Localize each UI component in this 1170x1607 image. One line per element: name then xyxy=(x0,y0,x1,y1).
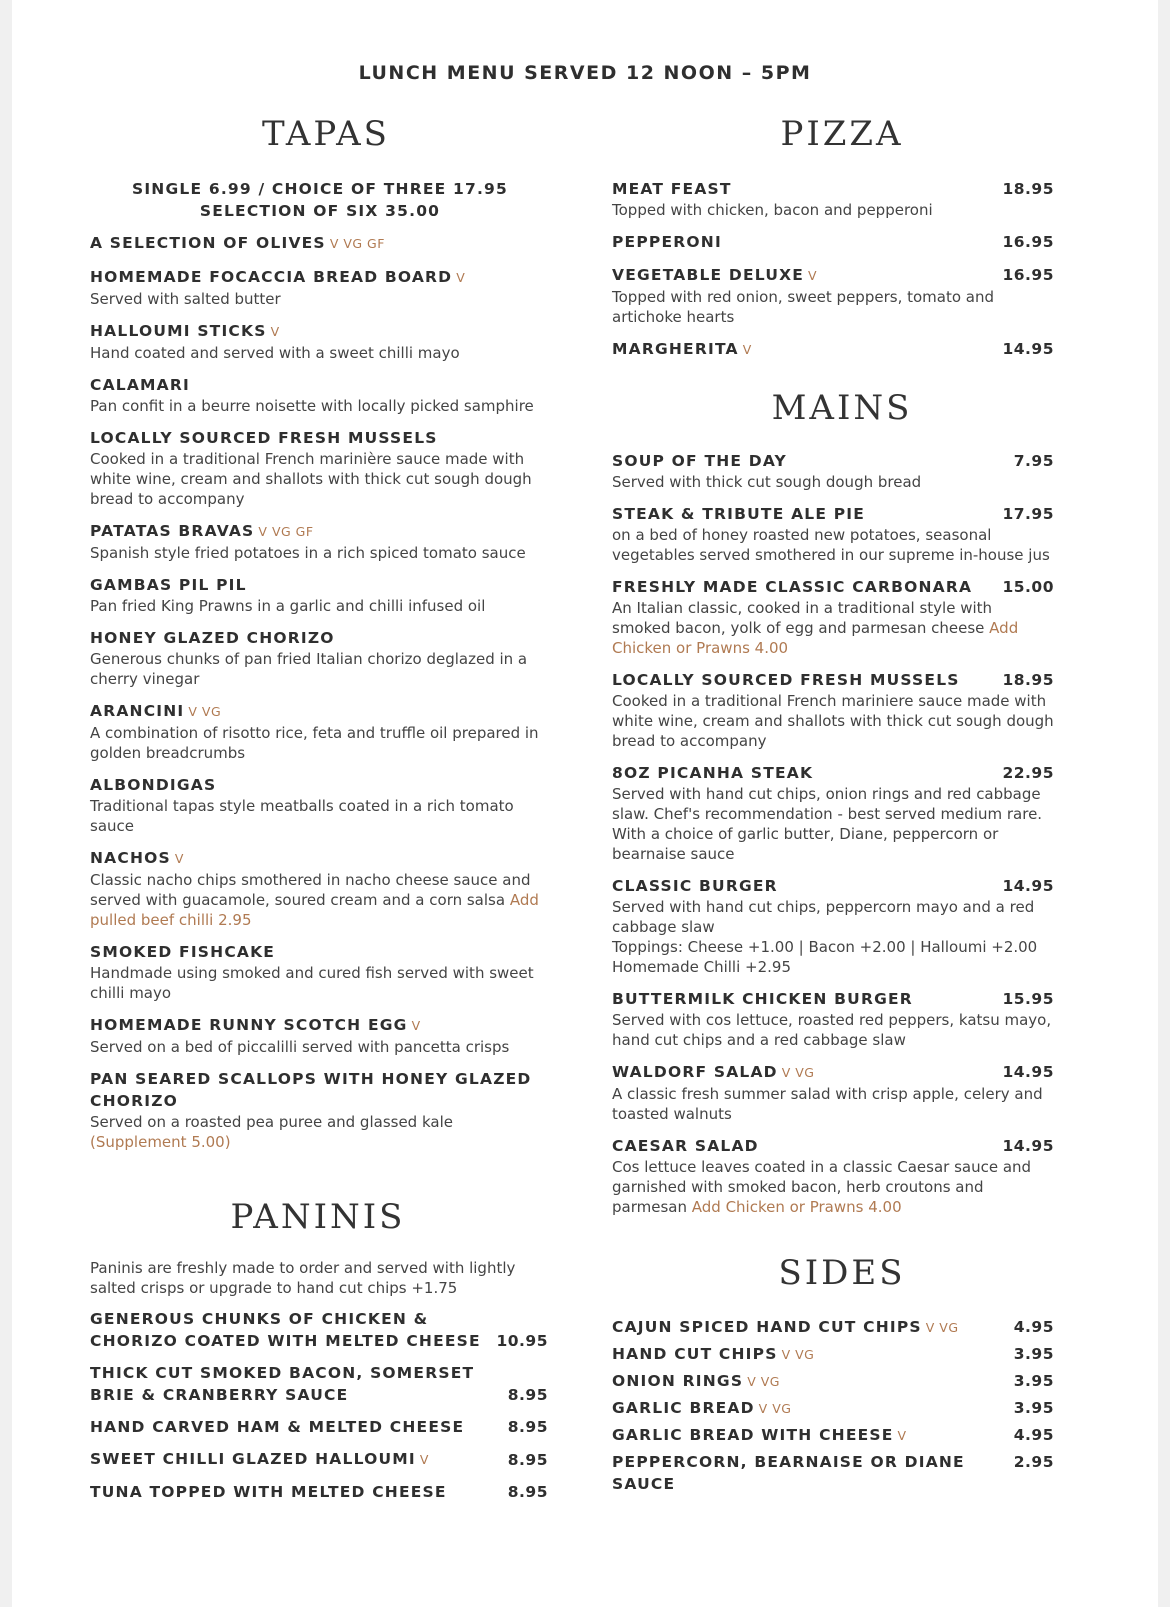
item-price: 7.95 xyxy=(1013,452,1054,470)
item-name xyxy=(612,503,1054,525)
item-description xyxy=(612,1010,1054,1050)
mains-item xyxy=(612,875,1054,977)
dietary-tags: V xyxy=(456,270,466,285)
item-name xyxy=(612,762,1054,784)
dietary-tags: V VG xyxy=(925,1320,959,1335)
item-name-text: THICK CUT SMOKED BACON, SOMERSET BRIE & CRANBERRY SAUCE xyxy=(90,1364,475,1404)
item-name-text: HAND CARVED HAM & MELTED CHEESE xyxy=(90,1418,465,1436)
item-price: 18.95 xyxy=(1002,180,1054,198)
sides-item xyxy=(612,1397,1054,1420)
item-name-text: LOCALLY SOURCED FRESH MUSSELS xyxy=(90,429,438,447)
item-description xyxy=(612,1084,1054,1124)
item-price: 14.95 xyxy=(1002,877,1054,895)
mains-item xyxy=(612,576,1054,658)
item-description-text: Spanish style fried potatoes in a rich spiced tomato sauce xyxy=(90,544,526,562)
item-description-text: Handmade using smoked and cured fish served with sweet chilli mayo xyxy=(90,964,534,1002)
item-name xyxy=(90,232,550,255)
mains-item xyxy=(612,762,1054,864)
pizza-item xyxy=(612,178,1054,220)
item-price: 4.95 xyxy=(1013,1318,1054,1336)
sides-item xyxy=(612,1343,1054,1366)
item-description xyxy=(90,343,550,363)
item-price: 16.95 xyxy=(1002,233,1054,251)
item-name-text: SOUP OF THE DAY xyxy=(612,452,787,470)
item-name-text: WALDORF SALAD xyxy=(612,1063,778,1081)
item-description xyxy=(612,691,1054,751)
item-description-text: on a bed of honey roasted new potatoes, seasonal vegetables served smothered in our supreme in-house jus xyxy=(612,526,1050,564)
tapas-heading: TAPAS xyxy=(262,114,390,154)
item-name xyxy=(612,1316,1054,1339)
item-price: 14.95 xyxy=(1002,340,1054,358)
item-description-text: An Italian classic, cooked in a traditional style with smoked bacon, yolk of egg and parmesan cheese xyxy=(612,599,993,637)
item-description xyxy=(612,472,1054,492)
dietary-tags: V VG xyxy=(747,1374,780,1389)
menu-page xyxy=(12,0,1158,1607)
item-name xyxy=(90,941,550,963)
tapas-section xyxy=(90,178,550,1163)
item-name-text: LOCALLY SOURCED FRESH MUSSELS xyxy=(612,671,960,689)
sides-item xyxy=(612,1424,1054,1447)
tapas-item xyxy=(90,774,550,836)
paninis-intro: Paninis are freshly made to order and served with lightly salted crisps or upgrade to hand cut chips +1.75 xyxy=(90,1259,516,1297)
paninis-item xyxy=(90,1308,552,1352)
item-name xyxy=(612,576,1054,598)
mains-section xyxy=(612,450,1054,1228)
item-price: 15.95 xyxy=(1002,990,1054,1008)
item-description-text: Topped with chicken, bacon and pepperoni xyxy=(612,201,933,219)
pizza-item xyxy=(612,231,1054,253)
tapas-item xyxy=(90,374,550,416)
tapas-item xyxy=(90,266,550,309)
item-name xyxy=(90,320,550,343)
dietary-tags: V xyxy=(897,1428,907,1443)
sides-item xyxy=(612,1370,1054,1393)
item-name xyxy=(612,178,1054,200)
item-name-text: TUNA TOPPED WITH MELTED CHEESE xyxy=(90,1483,447,1501)
item-description xyxy=(612,525,1054,565)
mains-item xyxy=(612,503,1054,565)
dietary-tags: V VG GF xyxy=(258,524,314,539)
item-addon: (Supplement 5.00) xyxy=(90,1133,231,1151)
item-description-text: Served with hand cut chips, peppercorn mayo and a red cabbage slaw xyxy=(612,898,1035,936)
item-addon: Add pulled beef chilli 2.95 xyxy=(90,891,539,929)
item-price: 18.95 xyxy=(1002,671,1054,689)
tapas-pricing xyxy=(90,178,550,222)
sides-list xyxy=(612,1316,1054,1495)
paninis-list xyxy=(90,1308,552,1503)
item-name-text: CAJUN SPICED HAND CUT CHIPS xyxy=(612,1318,922,1336)
item-name-text: FRESHLY MADE CLASSIC CARBONARA xyxy=(612,578,973,596)
item-name xyxy=(90,574,550,596)
item-price: 2.95 xyxy=(1013,1453,1054,1471)
paninis-heading: PANINIS xyxy=(230,1197,406,1237)
item-name xyxy=(612,450,1054,472)
paninis-item xyxy=(90,1416,552,1438)
item-description-text: Served with hand cut chips, onion rings and red cabbage slaw. Chef's recommendation - best served medium rare. With a choice of garlic butter, Diane, peppercorn or bearnaise sauce xyxy=(612,785,1043,863)
item-name-text: CALAMARI xyxy=(90,376,190,394)
item-description xyxy=(612,200,1054,220)
tapas-item xyxy=(90,1014,550,1057)
item-name-text: PATATAS BRAVAS xyxy=(90,522,255,540)
tapas-item xyxy=(90,520,550,563)
item-description xyxy=(90,796,550,836)
item-name xyxy=(90,847,550,870)
item-price: 3.95 xyxy=(1013,1345,1054,1363)
item-name xyxy=(612,1424,1054,1447)
item-name-text: NACHOS xyxy=(90,849,171,867)
dietary-tags: V xyxy=(411,1018,421,1033)
tapas-item xyxy=(90,574,550,616)
item-name xyxy=(612,338,1054,361)
sides-section xyxy=(612,1316,1054,1499)
item-name-text: CAESAR SALAD xyxy=(612,1137,759,1155)
dietary-tags: V VG xyxy=(781,1347,815,1362)
item-description-text: Served with salted butter xyxy=(90,290,281,308)
item-name-text: A SELECTION OF OLIVES xyxy=(90,234,326,252)
item-description-text: Pan confit in a beurre noisette with locally picked samphire xyxy=(90,397,534,415)
item-price: 8.95 xyxy=(507,1483,548,1501)
tapas-pricing-line1: SINGLE 6.99 / CHOICE OF THREE 17.95 xyxy=(131,180,509,198)
item-name-text: ONION RINGS xyxy=(612,1372,744,1390)
item-name-text: MEAT FEAST xyxy=(612,180,732,198)
item-addon: Add Chicken or Prawns 4.00 xyxy=(612,619,1019,657)
mains-item xyxy=(612,1061,1054,1124)
pizza-section xyxy=(612,178,1054,372)
item-description xyxy=(90,649,550,689)
item-description-text: Generous chunks of pan fried Italian chorizo deglazed in a cherry vinegar xyxy=(90,650,528,688)
tapas-list xyxy=(90,232,550,1152)
mains-item xyxy=(612,669,1054,751)
tapas-item xyxy=(90,941,550,1003)
item-name xyxy=(612,875,1054,897)
item-description-text: Served with cos lettuce, roasted red peppers, katsu mayo, hand cut chips and a red cabbage slaw xyxy=(612,1011,1052,1049)
tapas-item xyxy=(90,627,550,689)
tapas-item xyxy=(90,320,550,363)
item-name xyxy=(612,1135,1054,1157)
item-name xyxy=(90,520,550,543)
item-name xyxy=(90,700,550,723)
item-name-text: PEPPERONI xyxy=(612,233,722,251)
item-name xyxy=(612,988,1054,1010)
dietary-tags: V xyxy=(808,268,818,283)
item-name xyxy=(90,1416,560,1438)
item-name-text: BUTTERMILK CHICKEN BURGER xyxy=(612,990,913,1008)
item-name-text: PAN SEARED SCALLOPS WITH HONEY GLAZED CHORIZO xyxy=(90,1070,532,1110)
sides-heading: SIDES xyxy=(778,1253,906,1293)
menu-title: LUNCH MENU SERVED 12 NOON – 5PM xyxy=(358,62,812,84)
mains-item xyxy=(612,450,1054,492)
item-name xyxy=(612,669,1054,691)
item-name-text: HOMEMADE RUNNY SCOTCH EGG xyxy=(90,1016,408,1034)
item-name xyxy=(90,1481,560,1503)
item-description xyxy=(90,870,550,930)
item-price: 10.95 xyxy=(496,1332,548,1350)
item-description xyxy=(612,287,1054,327)
item-name xyxy=(612,1061,1054,1084)
pizza-list xyxy=(612,178,1054,361)
item-price: 14.95 xyxy=(1002,1063,1054,1081)
item-description-text: A combination of risotto rice, feta and truffle oil prepared in golden breadcrumbs xyxy=(90,724,539,762)
item-name xyxy=(90,266,550,289)
item-name xyxy=(612,231,1054,253)
item-name-text: STEAK & TRIBUTE ALE PIE xyxy=(612,505,866,523)
item-name-text: GARLIC BREAD xyxy=(612,1399,755,1417)
item-description-text: Served with thick cut sough dough bread xyxy=(612,473,922,491)
dietary-tags: V VG xyxy=(758,1401,792,1416)
item-price: 8.95 xyxy=(507,1386,548,1404)
item-name xyxy=(90,374,550,396)
mains-list xyxy=(612,450,1054,1217)
item-description xyxy=(90,1037,550,1057)
item-price: 16.95 xyxy=(1002,266,1054,284)
item-description xyxy=(90,543,550,563)
item-name xyxy=(90,1362,560,1406)
pizza-item xyxy=(612,338,1054,361)
item-description xyxy=(90,596,550,616)
item-name-text: ALBONDIGAS xyxy=(90,776,217,794)
item-name xyxy=(612,1343,1054,1366)
item-description-text: Served on a roasted pea puree and glassed kale xyxy=(90,1113,453,1131)
item-name-text: HALLOUMI STICKS xyxy=(90,322,267,340)
tapas-item xyxy=(90,232,550,255)
item-name-text: GENEROUS CHUNKS OF CHICKEN & CHORIZO COATED WITH MELTED CHEESE xyxy=(90,1310,481,1350)
item-description xyxy=(612,897,1054,937)
item-name-text: GARLIC BREAD WITH CHEESE xyxy=(612,1426,894,1444)
dietary-tags: V xyxy=(174,851,184,866)
item-name-text: HAND CUT CHIPS xyxy=(612,1345,778,1363)
item-description xyxy=(90,289,550,309)
item-description xyxy=(612,1157,1054,1217)
item-price: 14.95 xyxy=(1002,1137,1054,1155)
item-description-text: A classic fresh summer salad with crisp apple, celery and toasted walnuts xyxy=(612,1085,1043,1123)
item-name xyxy=(90,627,550,649)
item-description xyxy=(90,1112,550,1152)
dietary-tags: V VG xyxy=(781,1065,815,1080)
item-description xyxy=(612,598,1054,658)
pizza-item xyxy=(612,264,1054,327)
item-name-text: HOMEMADE FOCACCIA BREAD BOARD xyxy=(90,268,453,286)
item-name xyxy=(90,1068,550,1112)
dietary-tags: V xyxy=(419,1452,429,1467)
item-description xyxy=(90,963,550,1003)
item-name xyxy=(612,1370,1054,1393)
item-price: 22.95 xyxy=(1002,764,1054,782)
item-description-text: Pan fried King Prawns in a garlic and chilli infused oil xyxy=(90,597,486,615)
item-name-text: PEPPERCORN, BEARNAISE OR DIANE SAUCE xyxy=(612,1453,965,1493)
item-name xyxy=(90,1014,550,1037)
sides-item xyxy=(612,1451,1054,1495)
item-description-text: Cooked in a traditional French mariniere sauce made with white wine, cream and shallots with thick cut sough dough bread to accompany xyxy=(612,692,1054,750)
item-addon: Add Chicken or Prawns 4.00 xyxy=(691,1198,902,1216)
item-description-text: Cos lettuce leaves coated in a classic Caesar sauce and garnished with smoked bacon, herb croutons and parmesan xyxy=(612,1158,1032,1216)
dietary-tags: V VG GF xyxy=(329,236,385,251)
tapas-item xyxy=(90,1068,550,1152)
item-name-text: VEGETABLE DELUXE xyxy=(612,266,805,284)
tapas-item xyxy=(90,700,550,763)
item-name xyxy=(90,1308,560,1352)
item-price: 8.95 xyxy=(507,1451,548,1469)
item-price: 3.95 xyxy=(1013,1372,1054,1390)
mains-heading: MAINS xyxy=(771,388,913,428)
item-price: 4.95 xyxy=(1013,1426,1054,1444)
item-name-text: GAMBAS PIL PIL xyxy=(90,576,247,594)
tapas-pricing-line2: SELECTION OF SIX 35.00 xyxy=(199,202,441,220)
item-description xyxy=(90,449,550,509)
paninis-item xyxy=(90,1362,552,1406)
tapas-item xyxy=(90,847,550,930)
item-name-text: ARANCINI xyxy=(90,702,185,720)
item-description-text: Traditional tapas style meatballs coated in a rich tomato sauce xyxy=(90,797,514,835)
item-description xyxy=(90,723,550,763)
item-price: 3.95 xyxy=(1013,1399,1054,1417)
item-name-text: CLASSIC BURGER xyxy=(612,877,778,895)
item-name-text: SWEET CHILLI GLAZED HALLOUMI xyxy=(90,1450,416,1468)
item-name xyxy=(612,264,1054,287)
item-description-text: Classic nacho chips smothered in nacho cheese sauce and served with guacamole, soured cream and a corn salsa xyxy=(90,871,531,909)
item-name xyxy=(612,1451,1054,1495)
item-name xyxy=(90,1448,560,1471)
item-price: 15.00 xyxy=(1002,578,1054,596)
item-name xyxy=(90,427,550,449)
item-description-text: Hand coated and served with a sweet chilli mayo xyxy=(90,344,460,362)
dietary-tags: V xyxy=(742,342,752,357)
mains-item xyxy=(612,988,1054,1050)
item-name xyxy=(90,774,550,796)
item-description xyxy=(612,784,1054,864)
item-name-text: 8OZ PICANHA STEAK xyxy=(612,764,814,782)
paninis-item xyxy=(90,1481,552,1503)
item-toppings: Toppings: Cheese +1.00 | Bacon +2.00 | Halloumi +2.00 Homemade Chilli +2.95 xyxy=(612,938,1038,976)
item-description-text: Served on a bed of piccalilli served with pancetta crisps xyxy=(90,1038,510,1056)
paninis-item xyxy=(90,1448,552,1471)
item-price: 17.95 xyxy=(1002,505,1054,523)
item-description xyxy=(90,396,550,416)
item-description-text: Topped with red onion, sweet peppers, tomato and artichoke hearts xyxy=(612,288,995,326)
item-name-text: HONEY GLAZED CHORIZO xyxy=(90,629,335,647)
dietary-tags: V xyxy=(270,324,280,339)
item-name-text: SMOKED FISHCAKE xyxy=(90,943,276,961)
item-price: 8.95 xyxy=(507,1418,548,1436)
mains-item xyxy=(612,1135,1054,1217)
item-name-text: MARGHERITA xyxy=(612,340,739,358)
paninis-section xyxy=(90,1258,552,1513)
pizza-heading: PIZZA xyxy=(780,114,904,154)
item-name xyxy=(612,1397,1054,1420)
dietary-tags: V VG xyxy=(188,704,222,719)
tapas-item xyxy=(90,427,550,509)
item-description-text: Cooked in a traditional French marinière sauce made with white wine, cream and shallots with thick cut sough dough bread to accompany xyxy=(90,450,532,508)
sides-item xyxy=(612,1316,1054,1339)
